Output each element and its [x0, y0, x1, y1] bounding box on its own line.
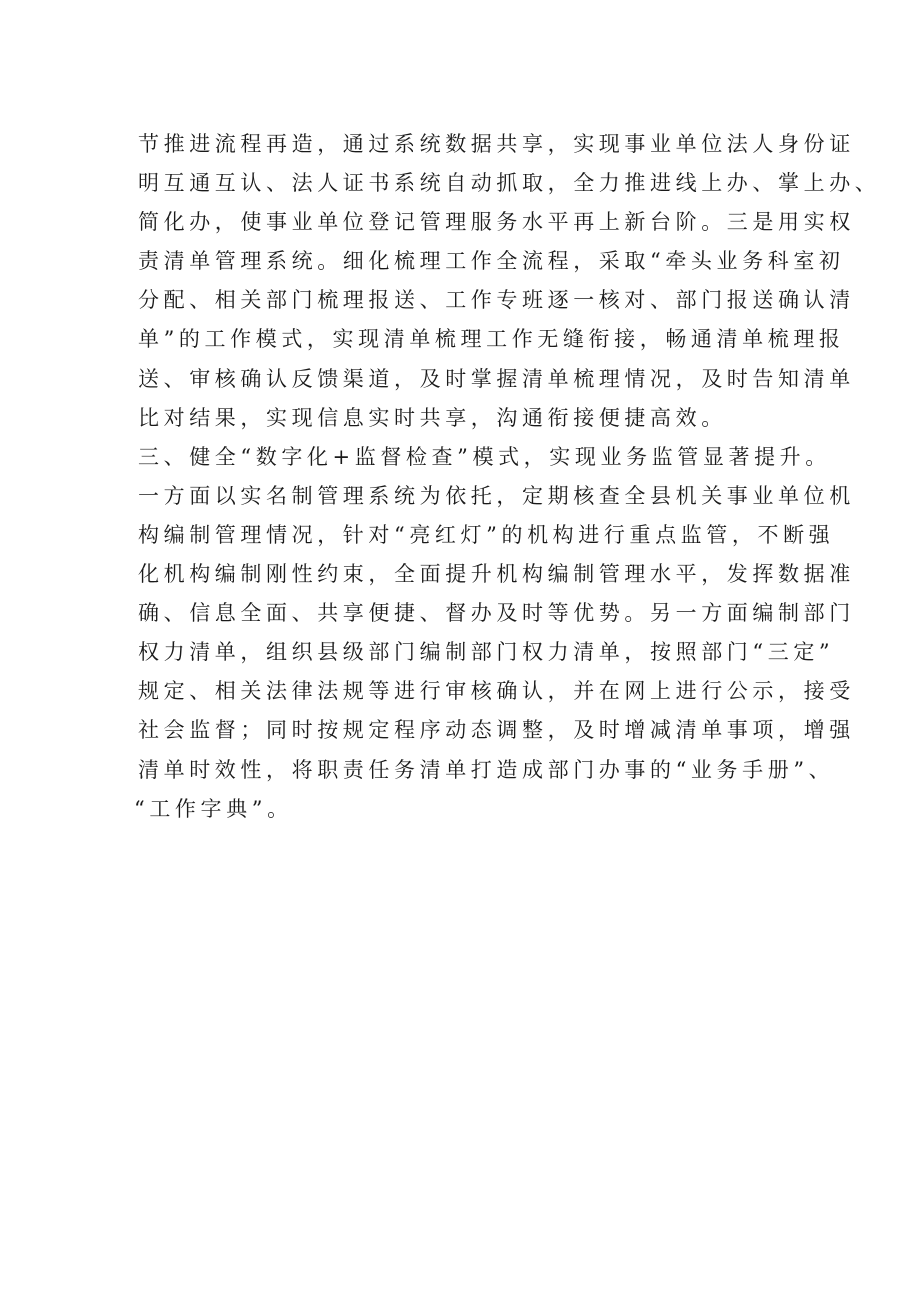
text-line: 送、审核确认反馈渠道，及时掌握清单梳理情况，及时告知清单	[138, 366, 855, 391]
text-line: 简化办，使事业单位登记管理服务水平再上新台阶。三是用实权	[138, 210, 855, 235]
text-line: 构编制管理情况，针对“亮红灯”的机构进行重点监管，不断强	[138, 522, 835, 547]
text-line: 社会监督；同时按规定程序动态调整，及时增减清单事项，增强	[138, 718, 855, 743]
text-line: 确、信息全面、共享便捷、督办及时等优势。另一方面编制部门	[138, 601, 855, 626]
text-line: 单”的工作模式，实现清单梳理工作无缝衔接，畅通清单梳理报	[138, 327, 845, 352]
text-line: 规定、相关法律法规等进行审核确认，并在网上进行公示，接受	[138, 679, 855, 704]
body-text	[134, 125, 881, 829]
section-heading: 三、健全“数字化+监督检查”模式，实现业务监管显著提升。	[138, 444, 831, 469]
text-line: 明互通互认、法人证书系统自动抓取，全力推进线上办、掌上办、	[138, 171, 881, 196]
text-line: 分配、相关部门梳理报送、工作专班逐一核对、部门报送确认清	[138, 288, 855, 313]
text-line: “工作字典”。	[134, 796, 293, 821]
text-line: 责清单管理系统。细化梳理工作全流程，采取“牵头业务科室初	[138, 249, 845, 274]
text-line: 权力清单，组织县级部门编制部门权力清单，按照部门“三定”	[138, 640, 835, 665]
text-line: 化机构编制刚性约束，全面提升机构编制管理水平，发挥数据准	[138, 562, 855, 587]
text-line: 比对结果，实现信息实时共享，沟通衔接便捷高效。	[138, 405, 727, 430]
text-line: 一方面以实名制管理系统为依托，定期核查全县机关事业单位机	[138, 483, 855, 508]
text-line: 节推进流程再造，通过系统数据共享，实现事业单位法人身份证	[138, 132, 855, 156]
text-line: 清单时效性，将职责任务清单打造成部门办事的“业务手册”、	[138, 757, 835, 782]
